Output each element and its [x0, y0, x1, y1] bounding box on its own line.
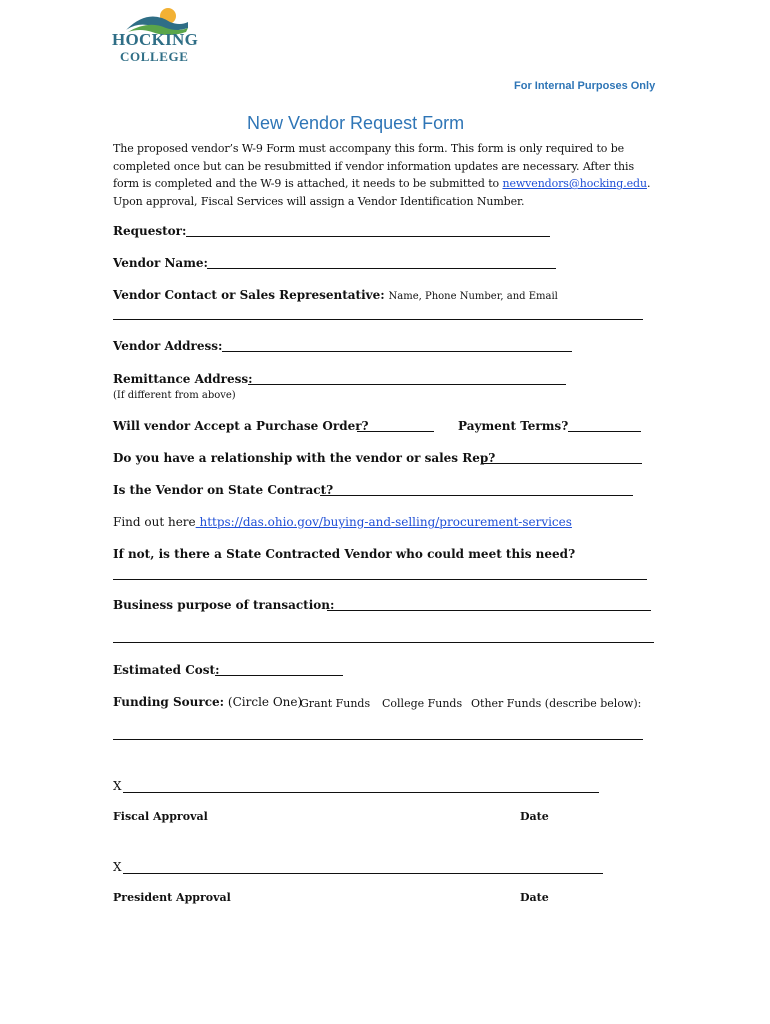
payment-terms-label: Payment Terms?	[458, 419, 569, 433]
funding-description-line[interactable]	[113, 739, 643, 740]
email-link[interactable]: newvendors@hocking.edu	[502, 177, 647, 190]
procurement-link[interactable]: https://das.ohio.gov/buying-and-selling/procurement-services	[195, 515, 572, 529]
business-purpose-line-2[interactable]	[113, 642, 654, 643]
funding-source-row	[113, 695, 302, 709]
state-contract-label: Is the Vendor on State Contract?	[113, 483, 334, 497]
relationship-line[interactable]	[483, 463, 642, 464]
other-funds-option[interactable]: Other Funds (describe below):	[471, 697, 642, 710]
contact-line[interactable]	[113, 319, 643, 320]
intro-text-end: . Upon approval, Fiscal Services will assign a Vendor Identification Number.	[113, 177, 651, 208]
relationship-label: Do you have a relationship with the vendor or sales Rep?	[113, 451, 496, 465]
college-funds-option[interactable]: College Funds	[382, 697, 463, 710]
purchase-order-line[interactable]	[357, 431, 434, 432]
president-x-mark: X	[113, 860, 122, 874]
vendor-name-label: Vendor Name:	[113, 256, 208, 270]
vendor-name-line[interactable]	[207, 268, 556, 269]
president-signature-line[interactable]	[123, 873, 603, 874]
requestor-line[interactable]	[186, 236, 550, 237]
vendor-address-field	[113, 339, 222, 353]
internal-notice: For Internal Purposes Only	[514, 80, 656, 92]
logo-text-hocking: HOCKING	[112, 30, 199, 49]
contact-label: Vendor Contact or Sales Representative:	[113, 288, 385, 302]
fiscal-date-label: Date	[520, 810, 549, 823]
state-vendor-line[interactable]	[113, 579, 647, 580]
find-out-label: Find out here	[113, 515, 196, 529]
remittance-line[interactable]	[248, 384, 566, 385]
remittance-field	[113, 372, 253, 386]
form-title: New Vendor Request Form	[247, 113, 465, 133]
requestor-label: Requestor:	[113, 224, 187, 238]
circle-one-hint: (Circle One)	[227, 695, 303, 709]
payment-terms-line[interactable]	[568, 431, 641, 432]
find-out-row	[113, 515, 572, 529]
vendor-name-field	[113, 256, 208, 270]
remittance-hint: (If different from above)	[113, 390, 236, 401]
fiscal-signature-line[interactable]	[123, 792, 599, 793]
fiscal-x-mark: X	[113, 779, 122, 793]
logo-text-college: COLLEGE	[120, 49, 189, 64]
contact-hint: Name, Phone Number, and Email	[388, 291, 558, 302]
state-contract-line[interactable]	[320, 495, 633, 496]
estimated-cost-line[interactable]	[215, 675, 343, 676]
business-purpose-line[interactable]	[327, 610, 651, 611]
state-vendor-label: If not, is there a State Contracted Vendor who could meet this need?	[113, 547, 576, 561]
fiscal-approval-label: Fiscal Approval	[113, 810, 208, 823]
remittance-label: Remittance Address:	[113, 372, 253, 386]
funding-source-label: Funding Source:	[113, 695, 225, 709]
president-approval-label: President Approval	[113, 891, 231, 904]
purchase-order-label: Will vendor Accept a Purchase Order?	[113, 419, 369, 433]
grant-funds-option[interactable]: Grant Funds	[300, 697, 371, 710]
president-date-label: Date	[520, 891, 549, 904]
requestor-field	[113, 224, 186, 238]
contact-field	[113, 288, 558, 302]
business-purpose-label: Business purpose of transaction:	[113, 598, 335, 612]
vendor-address-line[interactable]	[222, 351, 572, 352]
vendor-address-label: Vendor Address:	[113, 339, 223, 353]
intro-paragraph	[113, 140, 653, 210]
estimated-cost-label: Estimated Cost:	[113, 663, 220, 677]
intro-text: The proposed vendor’s W-9 Form must accompany this form. This form is only required to be completed once but can be resubmitted if vendor information updates are necessary. After this form is completed and the W-9 is attached, it needs to be submitted to	[113, 142, 635, 190]
